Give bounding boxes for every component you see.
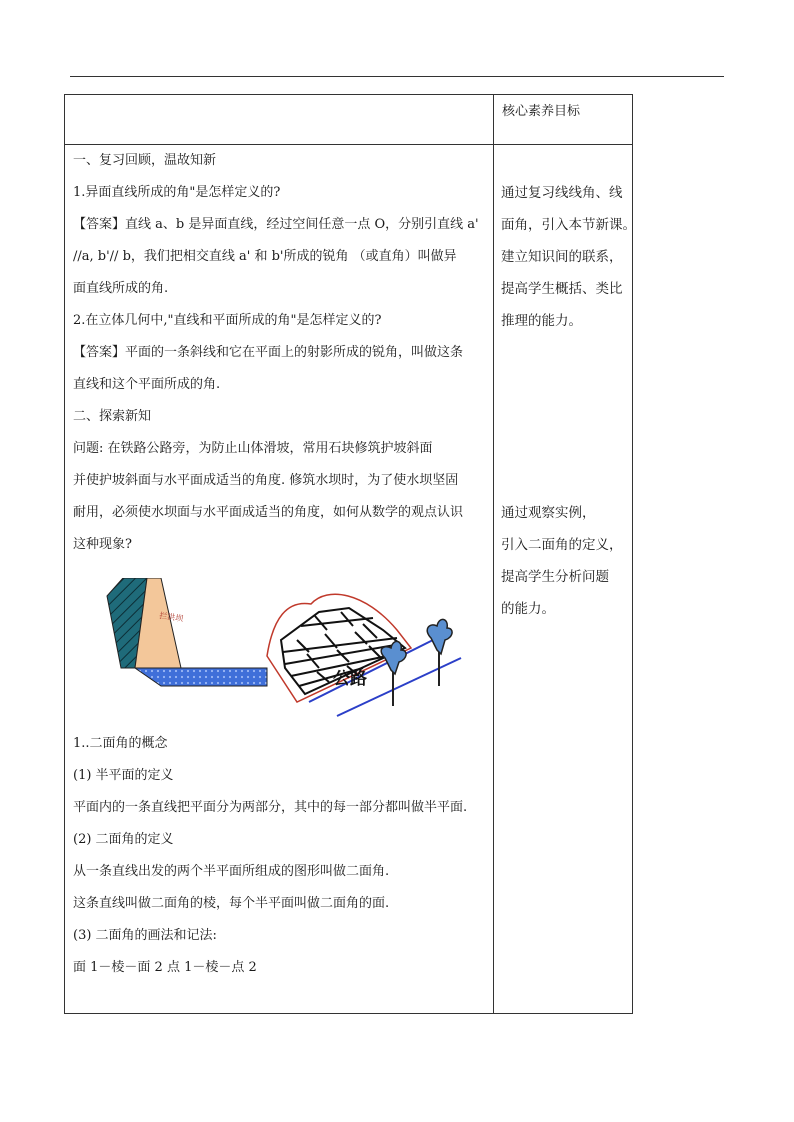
dam-and-road-illustration <box>101 578 491 726</box>
review-line: 【答案】直线 a、b 是异面直线，经过空间任意一点 O，分别引直线 a' <box>73 217 479 232</box>
lesson-table <box>64 94 636 1014</box>
water-area <box>135 668 267 686</box>
goal-line: 通过复习线线角、线 <box>501 185 623 201</box>
dam-label: 拦洪坝 <box>158 611 184 624</box>
concept-line: (3) 二面角的画法和记法: <box>73 928 217 943</box>
review-line: //a, b'// b，我们把相交直线 a' 和 b'所成的锐角 （或直角）叫做异 <box>73 249 457 264</box>
road-label: 公路 <box>333 669 367 689</box>
goal-line: 通过观察实例， <box>501 505 596 521</box>
concept-line: 从一条直线出发的两个半平面所组成的图形叫做二面角. <box>73 864 390 879</box>
concept-line: 平面内的一条直线把平面分为两部分，其中的每一部分都叫做半平面. <box>73 800 468 815</box>
explore-line: 耐用，必须使水坝面与水平面成适当的角度，如何从数学的观点认识 <box>73 505 464 520</box>
goal-line: 建立知识间的联系， <box>501 249 623 265</box>
explore-line: 问题: 在铁路公路旁，为防止山体滑坡，常用石块修筑护坡斜面 <box>73 441 433 456</box>
goal-line: 引入二面角的定义， <box>501 537 623 553</box>
concept-line: 这条直线叫做二面角的棱，每个半平面叫做二面角的面. <box>73 896 390 911</box>
goal-line: 面角，引入本节新课。 <box>501 217 636 233</box>
review-line: 1.异面直线所成的角"是怎样定义的? <box>73 185 281 200</box>
review-line: 【答案】平面的一条斜线和它在平面上的射影所成的锐角，叫做这条 <box>73 345 464 360</box>
tree-icon <box>427 619 452 686</box>
explore-line: 二、探索新知 <box>73 409 152 424</box>
review-line: 直线和这个平面所成的角. <box>73 377 221 392</box>
goal-column-header: 核心素养目标 <box>502 104 581 119</box>
tree-icon <box>381 641 406 706</box>
goal-line: 提高学生概括、类比 <box>501 281 623 297</box>
concept-line: (2) 二面角的定义 <box>73 832 174 847</box>
column-divider <box>493 95 494 1013</box>
review-line: 一、复习回顾，温故知新 <box>73 153 217 168</box>
goal-line: 推理的能力。 <box>501 313 582 329</box>
explore-line: 这种现象? <box>73 537 132 552</box>
concept-line: 1..二面角的概念 <box>73 736 168 751</box>
concept-line: 面 1－棱－面 2 点 1－棱－点 2 <box>73 960 257 975</box>
dam-shape <box>107 578 181 668</box>
concept-line: (1) 半平面的定义 <box>73 768 174 783</box>
review-line: 2.在立体几何中,"直线和平面所成的角"是怎样定义的? <box>73 313 382 328</box>
header-rule <box>70 76 724 77</box>
goal-line: 的能力。 <box>501 601 555 617</box>
explore-line: 并使护坡斜面与水平面成适当的角度. 修筑水坝时，为了使水坝坚固 <box>73 473 459 488</box>
review-line: 面直线所成的角. <box>73 281 169 296</box>
goal-line: 提高学生分析问题 <box>501 569 609 585</box>
